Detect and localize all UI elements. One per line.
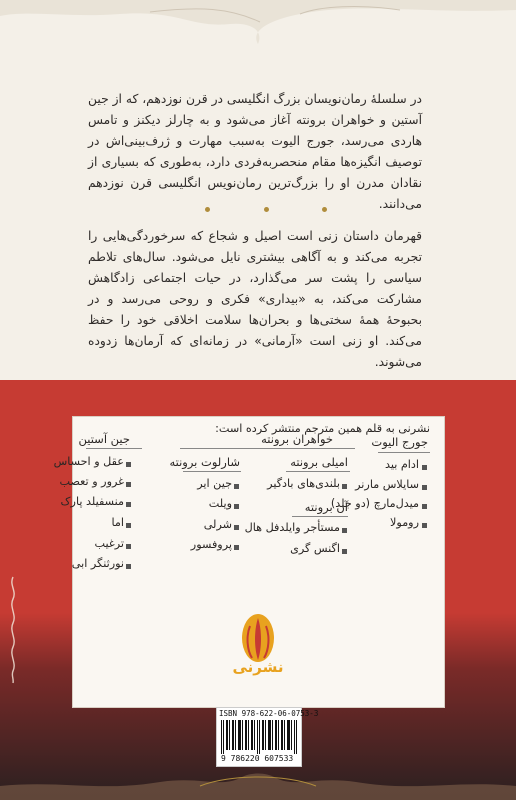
list-item: غرور و تعصب	[59, 475, 124, 488]
publisher-logo-text: نشرنی	[232, 658, 284, 676]
bullet-icon	[234, 545, 239, 550]
list-item: شرلی	[203, 518, 232, 531]
list-item: عقل و احساس	[53, 455, 124, 468]
divider-dot	[264, 207, 269, 212]
column-underline	[286, 471, 350, 472]
list-item: نورثنگر ابی	[71, 557, 124, 570]
bullet-icon	[126, 482, 131, 487]
bullet-icon	[342, 484, 347, 489]
bullet-icon	[422, 465, 427, 470]
list-item: مستأجر وایلدفل هال	[244, 521, 340, 534]
column-author-emily-bronte: امیلی برونته	[290, 455, 348, 469]
list-item: پروفسور	[190, 538, 232, 551]
column-author-charlotte-bronte: شارلوت برونته	[169, 455, 240, 469]
bullet-icon	[234, 504, 239, 509]
divider-dot	[205, 207, 210, 212]
barcode-number: 9 786220 607533	[221, 754, 294, 763]
column-author-jane-austen: جین آستین	[78, 432, 130, 446]
list-item: ادام بید	[384, 458, 419, 471]
top-ornament	[0, 0, 516, 56]
blurb-paragraph-2: قهرمان داستان زنی است اصیل و شجاع که سرخوردگی‌هایی را تجربه می‌کند و به آگاهی بیشتری نایل می‌شود. سال‌های تلاطم سیاسی را پشت سر می‌گذارد، در حیات اجتماعی زادگاهش مشارکت می‌کند، به «بیداری» فکری و روحی می‌رسد و در بحبوحهٔ همهٔ سختی‌ها و بحران‌ها سلامت اخلاقی خود را حفظ می‌کند. او زنی است «آرمانی» در زمانه‌ای که آرمان‌ها زدوده می‌شوند.	[88, 229, 422, 369]
column-underline	[86, 448, 142, 449]
barcode-icon	[221, 720, 297, 754]
list-item: ویلت	[208, 497, 232, 510]
publisher-logo-icon	[226, 610, 290, 694]
list-item: سایلاس مارنر	[355, 478, 419, 491]
list-item: اگنس گری	[290, 542, 340, 555]
bullet-icon	[234, 525, 239, 530]
divider-dot	[322, 207, 327, 212]
bullet-icon	[126, 502, 131, 507]
bullet-icon	[342, 549, 347, 554]
handwritten-mark	[6, 575, 20, 685]
blurb-paragraph-1: در سلسلهٔ رمان‌نویسان بزرگ انگلیسی در قرن نوزدهم، که از جین آستین و خواهران برونته آغاز می‌شود و به چارلز دیکنز و تامس هاردی می‌رسد، جورج الیوت به‌سبب مهارت و ژرف‌بینی‌اش در توصیف انگیزه‌ها مقام منحصربه‌فردی دارد، به‌طوری که بسیاری از نقادان مدرن او را بزرگ‌ترین رمان‌نویس انگلیسی قرن نوزدهم می‌دانند.	[88, 92, 422, 211]
column-underline	[180, 448, 355, 449]
bottom-ornament	[0, 768, 516, 800]
list-item: ترغیب	[94, 537, 124, 550]
bullet-icon	[126, 523, 131, 528]
column-underline	[378, 452, 430, 453]
section-divider	[0, 207, 516, 217]
list-item: میدل‌مارچ (دو جلد)	[330, 497, 419, 510]
bullet-icon	[126, 462, 131, 467]
list-item: بلندی‌های بادگیر	[267, 477, 340, 490]
bullet-icon	[422, 504, 427, 509]
column-underline	[183, 471, 241, 472]
list-item: اما	[111, 516, 124, 529]
column-author-bronte-sisters: خواهران برونته	[261, 432, 333, 446]
list-item: رومولا	[390, 516, 419, 529]
bullet-icon	[422, 485, 427, 490]
column-author-anne-bronte: آن برونته	[304, 500, 348, 514]
bullet-icon	[126, 564, 131, 569]
column-underline	[292, 516, 348, 517]
bullet-icon	[342, 528, 347, 533]
isbn-label: ISBN 978-622-06-0753-3	[219, 709, 319, 718]
column-author-george-eliot: جورج الیوت	[371, 435, 428, 449]
bullet-icon	[234, 484, 239, 489]
list-item: منسفیلد پارک	[60, 495, 124, 508]
bullet-icon	[422, 523, 427, 528]
list-item: جین ایر	[197, 477, 232, 490]
book-list-intro: نشرنی به قلم همین مترجم منتشر کرده است:	[215, 422, 430, 435]
bullet-icon	[126, 544, 131, 549]
